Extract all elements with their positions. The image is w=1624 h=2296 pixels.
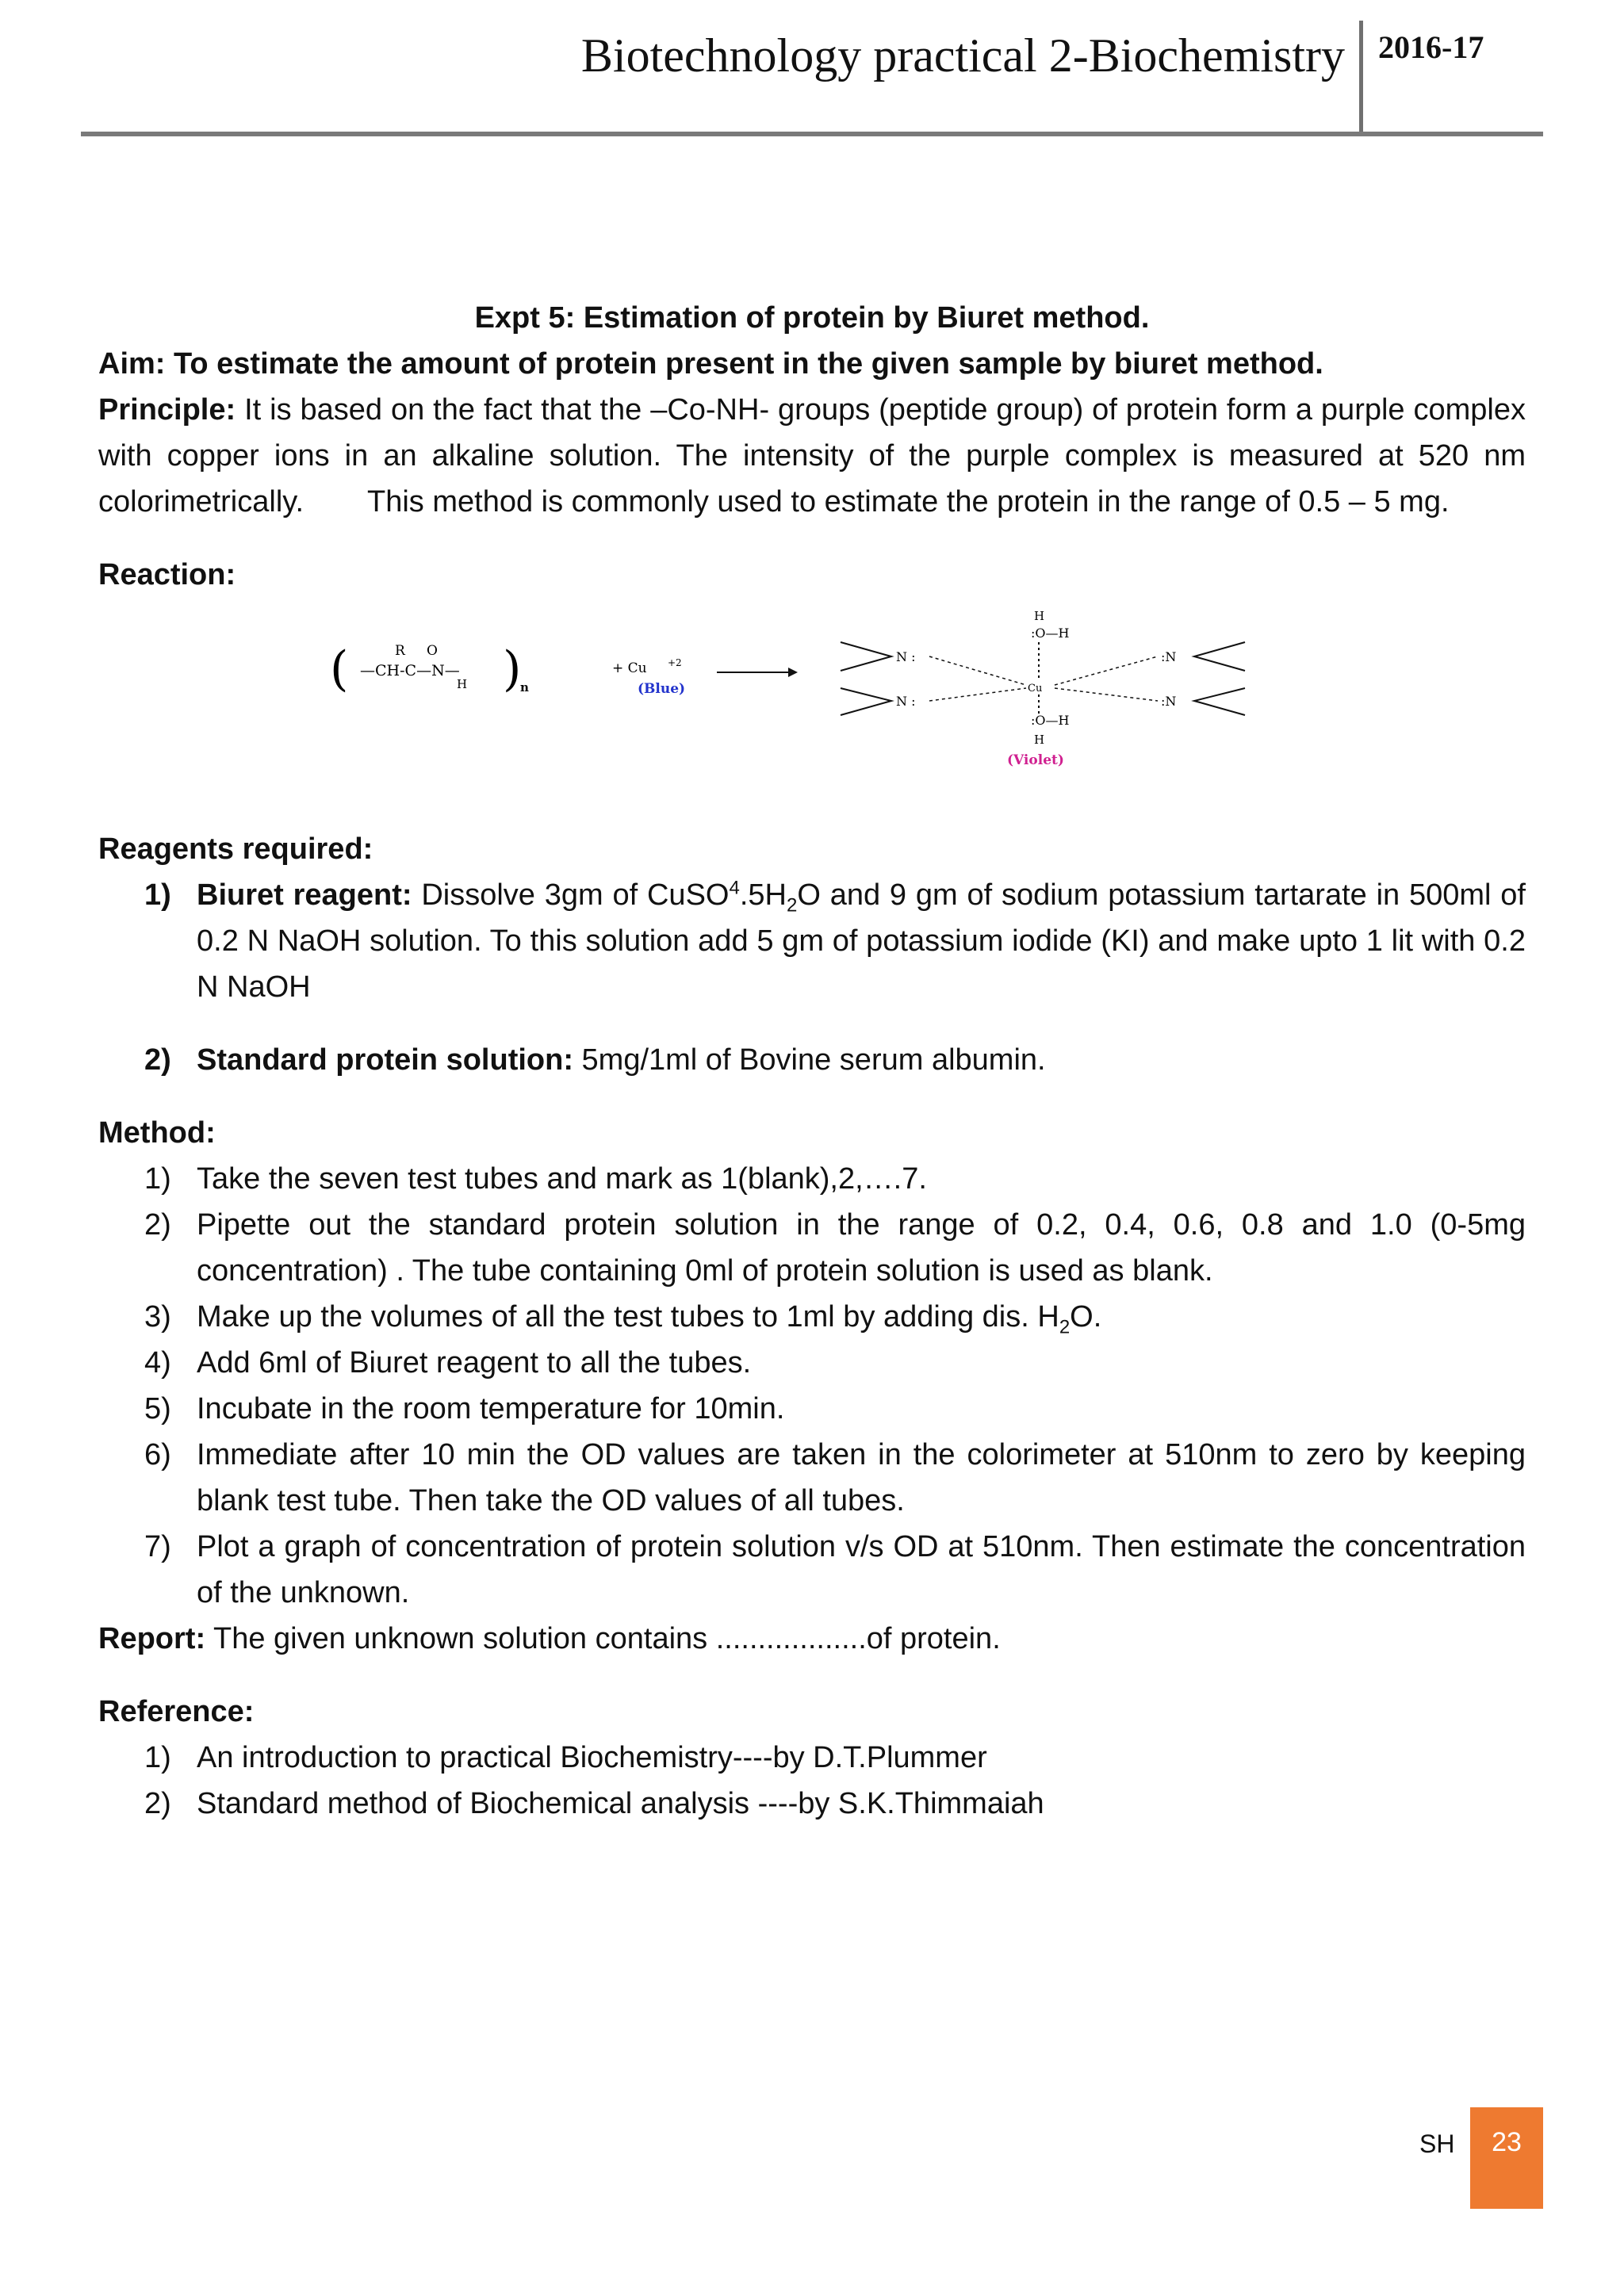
footer-initials: SH	[1419, 2130, 1455, 2158]
reagents-list	[98, 872, 1526, 1083]
reactant-n: n	[520, 680, 529, 695]
method-list	[98, 1156, 1526, 1616]
list-item: 7) Plot a graph of concentration of protein solution v/s OD at 510nm. Then estimate the concentration of the unknown.	[144, 1530, 1526, 1609]
list-item: 1) An introduction to practical Biochemistry----by D.T.Plummer	[144, 1741, 987, 1774]
violet-label: (Violet)	[1007, 752, 1064, 768]
experiment-title: Expt 5: Estimation of protein by Biuret method.	[474, 301, 1150, 335]
list-item: 2) Standard method of Biochemical analysis ----by S.K.Thimmaiah	[144, 1787, 1044, 1820]
page-header	[0, 0, 1624, 143]
principle-text-1: It is based on the fact that the –Co-NH- groups (peptide group) of protein form a purple complex with copper ions in an alkaline solution. The intensity of the purple complex is measured at 520 nm colorimetrically.	[98, 393, 1526, 519]
header-title: Biotechnology practical 2-Biochemistry	[580, 29, 1345, 82]
reagent-label: Biuret reagent:	[197, 878, 412, 912]
document-body	[98, 295, 1526, 1827]
copper-ion: + Cu	[612, 660, 647, 676]
water-bottom: :O—H	[1031, 713, 1070, 728]
list-marker: 2)	[144, 1043, 171, 1077]
reaction-diagram	[98, 609, 1526, 799]
n-right-bottom: :N	[1161, 694, 1177, 709]
reaction-heading: Reaction:	[98, 558, 236, 591]
copper-charge: +2	[668, 657, 682, 668]
reactant-h: H	[457, 677, 468, 691]
list-item: 6) Immediate after 10 min the OD values are taken in the colorimeter at 510nm to zero by keeping blank test tube. Then take the OD values of all tubes.	[144, 1438, 1526, 1517]
reagents-heading: Reagents required:	[98, 832, 373, 866]
principle	[98, 387, 1526, 525]
center-cu: Cu	[1028, 683, 1043, 695]
list-item: 2) Pipette out the standard protein solution in the range of 0.2, 0.4, 0.6, 0.8 and 1.0 (0-5mg concentration) . The tube containing 0ml of protein solution is used as blank.	[144, 1208, 1526, 1288]
list-item: 2) Standard protein solution: 5mg/1ml of Bovine serum albumin.	[98, 1037, 1526, 1083]
list-marker: 1)	[144, 878, 171, 912]
water-bottom-h: H	[1034, 733, 1045, 747]
reactant-chain: —CH-C—N—	[360, 662, 460, 679]
n-left-bottom: N :	[896, 694, 916, 709]
list-item: 5) Incubate in the room temperature for 10min.	[144, 1392, 785, 1425]
reaction-arrowhead	[788, 668, 798, 677]
reactant-o: O	[427, 643, 438, 659]
list-item: 4) Add 6ml of Biuret reagent to all the tubes.	[144, 1346, 752, 1380]
water-top: :O—H	[1031, 626, 1070, 641]
method-heading: Method:	[98, 1116, 216, 1150]
report-label: Report:	[98, 1622, 206, 1655]
reaction-svg	[98, 609, 1526, 799]
report-text: The given unknown solution contains ..................of protein.	[205, 1622, 1001, 1655]
reagent-label: Standard protein solution:	[197, 1043, 573, 1077]
principle-label: Principle:	[98, 393, 236, 427]
list-item: 1) Biuret reagent: Dissolve 3gm of $CuSO^4.5H_2O$ and 9 gm of sodium potassium tartarate in 500ml of 0.2 N NaOH solution. To this solution add 5 gm of potassium iodide (KI) and make upto 1 lit with 0.2 N NaOH	[98, 872, 1526, 1010]
n-left-top: N :	[896, 649, 916, 664]
blue-label: (Blue)	[638, 681, 686, 697]
header-rule	[81, 132, 1543, 136]
water-top-h: H	[1034, 609, 1045, 623]
right-paren: )	[503, 641, 522, 697]
list-item: 3) Make up the volumes of all the test tubes to 1ml by adding dis. $H_2O$.	[144, 1300, 1102, 1338]
aim: Aim: To estimate the amount of protein present in the given sample by biuret method.	[98, 347, 1323, 381]
principle-text-2: This method is commonly used to estimate the protein in the range of 0.5 – 5 mg.	[367, 485, 1450, 519]
page-number: 23	[1470, 2107, 1543, 2209]
n-right-top: :N	[1161, 649, 1177, 664]
list-item: 1) Take the seven test tubes and mark as 1(blank),2,….7.	[144, 1162, 927, 1196]
report	[98, 1616, 1526, 1662]
reactant-r: R	[395, 643, 405, 659]
left-paren: (	[330, 641, 349, 697]
reference-list	[98, 1735, 1526, 1827]
header-year: 2016-17	[1378, 29, 1484, 65]
reference-heading: Reference:	[98, 1695, 255, 1728]
header-divider	[1359, 21, 1363, 135]
